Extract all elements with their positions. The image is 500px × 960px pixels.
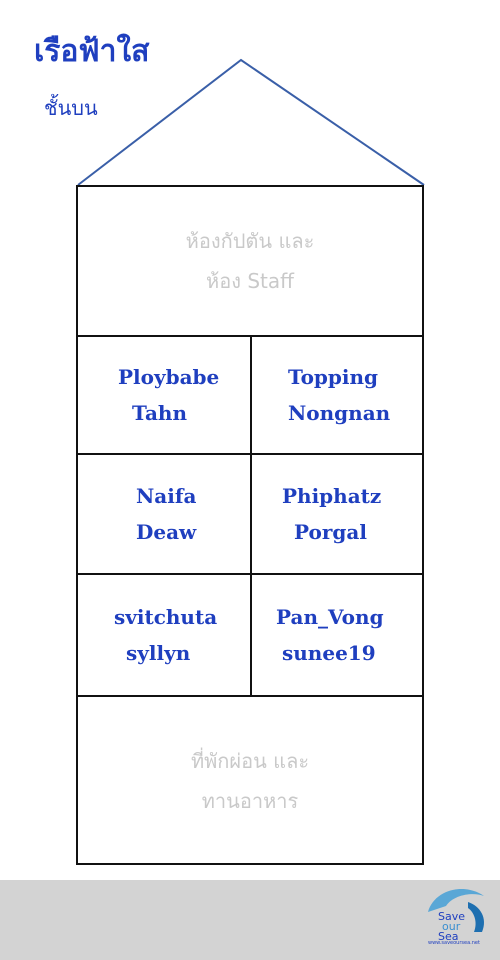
cabin-6	[252, 575, 422, 695]
deck-level-subtitle: ชั้นบน	[44, 96, 98, 120]
cabin-guest-name: Nongnan	[288, 401, 391, 425]
lounge-dining-label-2: ทานอาหาร	[201, 789, 299, 813]
roof-outline	[0, 0, 500, 200]
cabin-guest-name: Deaw	[136, 520, 197, 544]
captain-staff-room	[78, 187, 422, 337]
cabin-2	[252, 337, 422, 455]
cabin-guest-name: Naifa	[136, 484, 197, 508]
cabin-guest-name: Pan_Vong	[276, 605, 384, 629]
svg-text:Save: Save	[438, 910, 466, 923]
save-our-sea-logo	[424, 882, 496, 948]
captain-staff-room-label-1: ห้องกัปตัน และ	[185, 229, 315, 253]
captain-staff-room-label-2: ห้อง Staff	[206, 269, 294, 293]
cabin-guest-name: Topping	[288, 365, 379, 389]
svg-text:our: our	[442, 920, 461, 933]
cabin-guest-name: Tahn	[132, 401, 188, 425]
lounge-dining-area	[78, 695, 422, 865]
cabin-1	[78, 337, 252, 455]
cabin-guest-name: Porgal	[294, 520, 367, 544]
cabin-guest-name: syllyn	[126, 641, 191, 665]
boat-name-title: เรือฟ้าใส	[34, 34, 150, 69]
cabin-guest-name: svitchuta	[114, 605, 218, 629]
cabin-guest-name: Ploybabe	[118, 365, 220, 389]
cabin-guest-name: Phiphatz	[282, 484, 382, 508]
svg-text:Sea: Sea	[438, 930, 459, 943]
cabin-3	[78, 455, 252, 575]
cabin-4	[252, 455, 422, 575]
cabin-guest-name: sunee19	[282, 641, 376, 665]
logo-url-text: www.saveoursea.net	[428, 940, 480, 946]
lounge-dining-label-1: ที่พักผ่อน และ	[190, 749, 310, 773]
deck-plan	[76, 185, 424, 865]
cabin-5	[78, 575, 252, 695]
